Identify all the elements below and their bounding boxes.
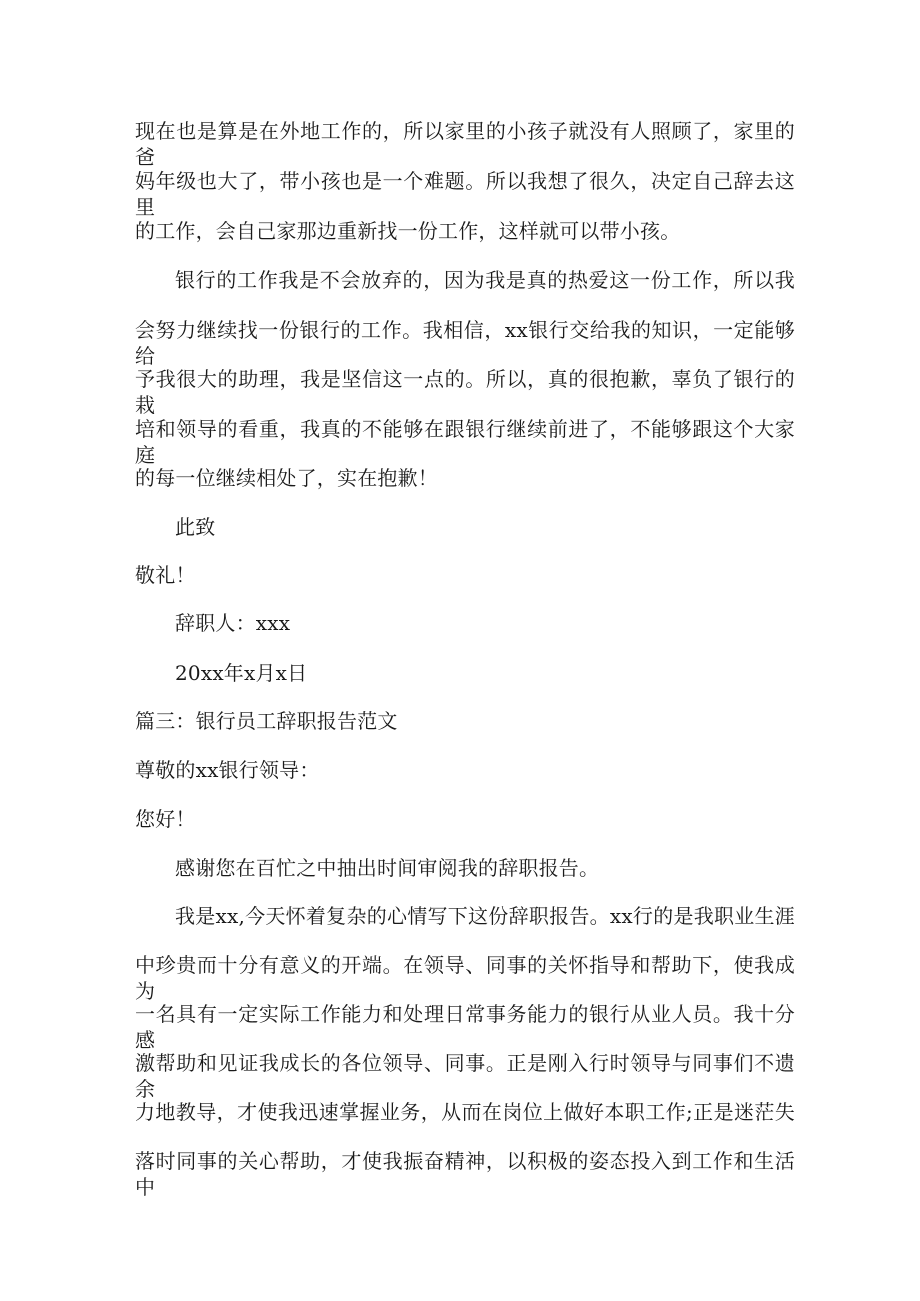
paragraph-line: 的工作，会自己家那边重新找一份工作，这样就可以带小孩。 bbox=[135, 219, 681, 243]
paragraph-line: 一名具有一定实际工作能力和处理日常事务能力的银行从业人员。我十分感 bbox=[135, 1002, 795, 1052]
greeting: 您好！ bbox=[135, 807, 196, 831]
paragraph-line: 感谢您在百忙之中抽出时间审阅我的辞职报告。 bbox=[175, 856, 600, 880]
paragraph-line: 妈年级也大了，带小孩也是一个难题。所以我想了很久，决定自己辞去这里 bbox=[135, 169, 795, 219]
closing-phrase: 此致 bbox=[175, 515, 216, 539]
salutation-closing: 敬礼！ bbox=[135, 563, 196, 587]
paragraph-line: 激帮助和见证我成长的各位领导、同事。正是刚入行时领导与同事们不遗余 bbox=[135, 1051, 795, 1101]
date-line: 20xx年x月x日 bbox=[175, 661, 308, 685]
paragraph-line: 落时同事的关心帮助，才使我振奋精神，以积极的姿态投入到工作和生活中 bbox=[135, 1149, 795, 1199]
signature-line: 辞职人：xxx bbox=[175, 611, 291, 635]
paragraph-line: 予我很大的助理，我是坚信这一点的。所以，真的很抱歉，辜负了银行的栽 bbox=[135, 367, 795, 417]
paragraph-line: 的每一位继续相处了，实在抱歉！ bbox=[135, 466, 438, 490]
paragraph-line: 银行的工作我是不会放弃的，因为我是真的热爱这一份工作，所以我 bbox=[175, 268, 795, 292]
paragraph-line: 现在也是算是在外地工作的，所以家里的小孩子就没有人照顾了，家里的爸 bbox=[135, 119, 795, 169]
paragraph-line: 培和领导的看重，我真的不能够在跟银行继续前进了，不能够跟这个大家庭 bbox=[135, 417, 795, 467]
letter-salutation: 尊敬的xx银行领导： bbox=[135, 758, 320, 782]
paragraph-line: 我是xx,今天怀着复杂的心情写下这份辞职报告。xx行的是我职业生涯 bbox=[175, 904, 795, 928]
paragraph-line: 会努力继续找一份银行的工作。我相信，xx银行交给我的知识，一定能够给 bbox=[135, 318, 795, 368]
paragraph-line: 中珍贵而十分有意义的开端。在领导、同事的关怀指导和帮助下，使我成为 bbox=[135, 953, 795, 1003]
section-heading: 篇三：银行员工辞职报告范文 bbox=[135, 709, 398, 733]
paragraph-line: 力地教导，才使我迅速掌握业务，从而在岗位上做好本职工作;正是迷茫失 bbox=[135, 1100, 795, 1124]
